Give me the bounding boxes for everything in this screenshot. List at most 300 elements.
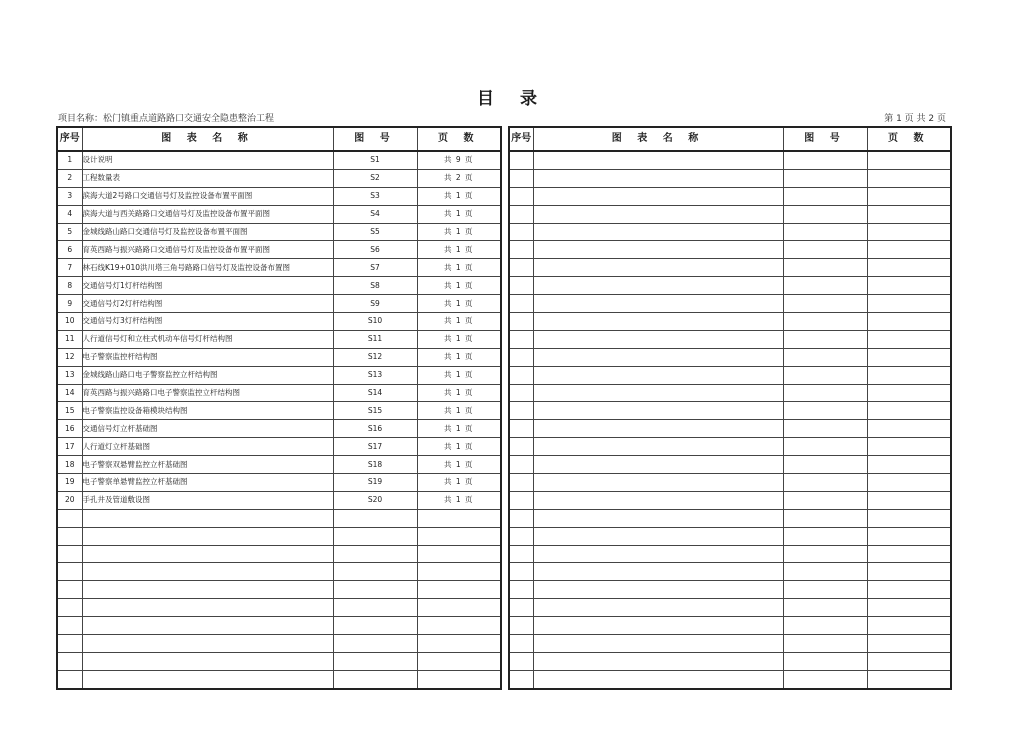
cell-code <box>783 635 867 653</box>
cell-name: 林石线K19+010洪川塔三角号路路口信号灯及监控设备布置图 <box>82 259 333 277</box>
cell-code <box>783 205 867 223</box>
cell-code <box>783 313 867 331</box>
table-row <box>57 491 501 509</box>
cell-name <box>533 670 783 688</box>
cell-no: 3 <box>57 187 82 205</box>
cell-code <box>783 617 867 635</box>
cell-code <box>783 509 867 527</box>
cell-no <box>57 581 82 599</box>
cell-no <box>509 527 533 545</box>
cell-name: 育英西路与振兴路路口电子警察监控立杆结构图 <box>82 384 333 402</box>
cell-code: S17 <box>333 438 417 456</box>
cell-name <box>533 384 783 402</box>
table-row <box>57 617 501 635</box>
cell-pages <box>417 652 501 670</box>
cell-name: 设计说明 <box>82 151 333 169</box>
cell-no: 2 <box>57 169 82 187</box>
cell-pages <box>417 545 501 563</box>
cell-no <box>509 402 533 420</box>
cell-code: S16 <box>333 420 417 438</box>
table-row-empty <box>509 402 951 420</box>
cell-no: 7 <box>57 259 82 277</box>
table-row <box>57 670 501 688</box>
cell-no: 18 <box>57 456 82 474</box>
cell-no <box>57 563 82 581</box>
cell-name <box>533 169 783 187</box>
cell-pages: 共 1 页 <box>417 384 501 402</box>
table-row-empty <box>509 241 951 259</box>
table-row <box>57 635 501 653</box>
cell-pages <box>867 581 951 599</box>
cell-pages: 共 1 页 <box>417 491 501 509</box>
cell-no <box>509 366 533 384</box>
table-row-empty <box>509 384 951 402</box>
cell-name <box>533 348 783 366</box>
cell-code <box>783 474 867 492</box>
table-row-empty <box>509 545 951 563</box>
cell-code: S15 <box>333 402 417 420</box>
cell-pages <box>867 348 951 366</box>
cell-pages <box>867 670 951 688</box>
cell-pages <box>867 545 951 563</box>
cell-name <box>533 187 783 205</box>
table-row <box>57 241 501 259</box>
cell-code <box>783 366 867 384</box>
cell-no <box>509 241 533 259</box>
cell-no: 15 <box>57 402 82 420</box>
cell-no <box>509 635 533 653</box>
cell-no <box>57 527 82 545</box>
cell-code <box>333 581 417 599</box>
cell-name <box>533 635 783 653</box>
cell-code: S13 <box>333 366 417 384</box>
cell-name: 交通信号灯1灯杆结构图 <box>82 277 333 295</box>
header-code: 图 号 <box>333 127 417 151</box>
cell-code <box>783 330 867 348</box>
cell-pages <box>867 295 951 313</box>
cell-pages <box>867 330 951 348</box>
cell-no: 4 <box>57 205 82 223</box>
cell-code: S12 <box>333 348 417 366</box>
table-row-empty <box>509 617 951 635</box>
cell-code <box>333 617 417 635</box>
cell-name: 人行道信号灯和立柱式机动车信号灯杆结构图 <box>82 330 333 348</box>
cell-pages <box>867 402 951 420</box>
cell-name: 交通信号灯3灯杆结构图 <box>82 313 333 331</box>
cell-no <box>509 545 533 563</box>
table-row <box>57 456 501 474</box>
cell-name <box>533 652 783 670</box>
cell-code: S10 <box>333 313 417 331</box>
cell-name <box>533 366 783 384</box>
header-pages: 页 数 <box>867 127 951 151</box>
table-row <box>57 277 501 295</box>
header-no: 序号 <box>57 127 82 151</box>
cell-pages: 共 1 页 <box>417 313 501 331</box>
cell-pages <box>417 599 501 617</box>
cell-no <box>509 169 533 187</box>
toc-table-right <box>508 126 952 690</box>
cell-no: 9 <box>57 295 82 313</box>
cell-no <box>509 187 533 205</box>
cell-code: S1 <box>333 151 417 169</box>
cell-no <box>509 223 533 241</box>
cell-no <box>57 599 82 617</box>
table-row-empty <box>509 581 951 599</box>
table-row-empty <box>509 169 951 187</box>
cell-no <box>509 205 533 223</box>
table-row <box>57 420 501 438</box>
cell-pages <box>417 635 501 653</box>
cell-name <box>82 617 333 635</box>
cell-name <box>533 313 783 331</box>
cell-no <box>509 652 533 670</box>
cell-name <box>533 402 783 420</box>
cell-pages: 共 2 页 <box>417 169 501 187</box>
cell-code: S7 <box>333 259 417 277</box>
cell-code: S6 <box>333 241 417 259</box>
project-name: 项目名称：松门镇重点道路路口交通安全隐患整治工程 <box>58 114 275 124</box>
cell-name: 电子警察双悬臂监控立杆基础图 <box>82 456 333 474</box>
table-row <box>57 581 501 599</box>
cell-code <box>333 527 417 545</box>
cell-no <box>509 420 533 438</box>
table-row-empty <box>509 259 951 277</box>
header-row <box>57 127 501 151</box>
cell-pages <box>867 366 951 384</box>
cell-pages: 共 1 页 <box>417 474 501 492</box>
cell-code <box>333 563 417 581</box>
cell-name: 电子警察监控杆结构图 <box>82 348 333 366</box>
cell-no: 17 <box>57 438 82 456</box>
table-row-empty <box>509 652 951 670</box>
cell-pages <box>867 617 951 635</box>
cell-pages: 共 1 页 <box>417 348 501 366</box>
cell-no <box>509 259 533 277</box>
cell-pages: 共 1 页 <box>417 330 501 348</box>
cell-code <box>783 527 867 545</box>
table-row <box>57 313 501 331</box>
table-row <box>57 384 501 402</box>
cell-pages <box>867 223 951 241</box>
table-row <box>57 545 501 563</box>
cell-no <box>509 438 533 456</box>
cell-name: 滨海大道2号路口交通信号灯及监控设备布置平面图 <box>82 187 333 205</box>
cell-name <box>82 527 333 545</box>
cell-pages <box>867 509 951 527</box>
cell-pages <box>867 652 951 670</box>
cell-name: 交通信号灯2灯杆结构图 <box>82 295 333 313</box>
cell-code <box>783 581 867 599</box>
cell-name <box>533 617 783 635</box>
cell-pages: 共 1 页 <box>417 456 501 474</box>
cell-name <box>82 509 333 527</box>
cell-name: 电子警察监控设备箱模块结构图 <box>82 402 333 420</box>
cell-no: 12 <box>57 348 82 366</box>
cell-code <box>783 223 867 241</box>
cell-code <box>783 169 867 187</box>
cell-pages <box>867 474 951 492</box>
cell-no <box>57 509 82 527</box>
cell-pages <box>867 259 951 277</box>
table-row <box>57 402 501 420</box>
cell-name <box>533 223 783 241</box>
cell-code <box>333 652 417 670</box>
cell-no <box>509 581 533 599</box>
cell-name <box>82 581 333 599</box>
cell-no: 1 <box>57 151 82 169</box>
cell-code: S19 <box>333 474 417 492</box>
cell-no <box>509 151 533 169</box>
table-row <box>57 474 501 492</box>
cell-name: 工程数量表 <box>82 169 333 187</box>
table-row-empty <box>509 348 951 366</box>
table-row <box>57 205 501 223</box>
cell-code: S3 <box>333 187 417 205</box>
cell-pages <box>867 599 951 617</box>
table-row <box>57 223 501 241</box>
cell-name: 滨海大道与西关路路口交通信号灯及监控设备布置平面图 <box>82 205 333 223</box>
cell-code <box>783 599 867 617</box>
table-row-empty <box>509 187 951 205</box>
table-row-empty <box>509 635 951 653</box>
cell-no <box>509 456 533 474</box>
cell-no: 6 <box>57 241 82 259</box>
table-row <box>57 438 501 456</box>
cell-no <box>57 652 82 670</box>
cell-pages: 共 9 页 <box>417 151 501 169</box>
cell-code <box>783 295 867 313</box>
cell-pages <box>417 581 501 599</box>
cell-name <box>533 509 783 527</box>
table-row <box>57 259 501 277</box>
cell-no: 20 <box>57 491 82 509</box>
cell-no: 5 <box>57 223 82 241</box>
cell-pages: 共 1 页 <box>417 259 501 277</box>
table-row-empty <box>509 599 951 617</box>
cell-code <box>333 670 417 688</box>
cell-pages <box>867 313 951 331</box>
cell-pages: 共 1 页 <box>417 402 501 420</box>
cell-code <box>783 491 867 509</box>
table-row-empty <box>509 366 951 384</box>
cell-no: 10 <box>57 313 82 331</box>
cell-pages <box>867 420 951 438</box>
cell-name <box>533 205 783 223</box>
cell-pages <box>867 277 951 295</box>
table-row <box>57 563 501 581</box>
cell-name <box>533 545 783 563</box>
table-row <box>57 187 501 205</box>
cell-no <box>57 545 82 563</box>
cell-name <box>82 545 333 563</box>
table-row <box>57 295 501 313</box>
table-row <box>57 366 501 384</box>
cell-pages: 共 1 页 <box>417 438 501 456</box>
cell-pages: 共 1 页 <box>417 241 501 259</box>
table-row-empty <box>509 205 951 223</box>
cell-code <box>783 241 867 259</box>
cell-code <box>783 438 867 456</box>
cell-no: 8 <box>57 277 82 295</box>
cell-pages <box>867 169 951 187</box>
cell-code: S4 <box>333 205 417 223</box>
cell-name: 金城线路山路口交通信号灯及监控设备布置平面图 <box>82 223 333 241</box>
cell-pages <box>867 241 951 259</box>
table-row-empty <box>509 277 951 295</box>
page-title: 目 录 <box>477 89 547 109</box>
cell-name <box>533 581 783 599</box>
cell-name <box>533 259 783 277</box>
page-count: 第 1 页 共 2 页 <box>884 114 946 124</box>
cell-name <box>533 438 783 456</box>
table-row <box>57 599 501 617</box>
cell-pages <box>417 670 501 688</box>
cell-code <box>783 151 867 169</box>
cell-code <box>333 635 417 653</box>
cell-no <box>57 617 82 635</box>
cell-code <box>783 670 867 688</box>
cell-name <box>533 330 783 348</box>
cell-name: 金城线路山路口电子警察监控立杆结构图 <box>82 366 333 384</box>
cell-name <box>533 474 783 492</box>
cell-code <box>783 545 867 563</box>
cell-pages <box>867 438 951 456</box>
cell-pages <box>867 563 951 581</box>
cell-code <box>783 348 867 366</box>
cell-name: 育英西路与振兴路路口交通信号灯及监控设备布置平面图 <box>82 241 333 259</box>
table-row-empty <box>509 313 951 331</box>
cell-pages <box>417 563 501 581</box>
cell-code: S9 <box>333 295 417 313</box>
cell-code <box>783 402 867 420</box>
cell-pages: 共 1 页 <box>417 295 501 313</box>
table-row-empty <box>509 330 951 348</box>
cell-no: 16 <box>57 420 82 438</box>
cell-no: 14 <box>57 384 82 402</box>
cell-pages: 共 1 页 <box>417 366 501 384</box>
cell-code <box>333 599 417 617</box>
table-row-empty <box>509 509 951 527</box>
cell-no: 19 <box>57 474 82 492</box>
cell-no <box>509 277 533 295</box>
cell-code <box>783 420 867 438</box>
cell-name <box>82 652 333 670</box>
cell-name <box>533 527 783 545</box>
cell-code: S14 <box>333 384 417 402</box>
cell-code <box>333 545 417 563</box>
cell-code <box>783 187 867 205</box>
cell-code: S8 <box>333 277 417 295</box>
table-row-empty <box>509 223 951 241</box>
table-row-empty <box>509 527 951 545</box>
table-row <box>57 527 501 545</box>
cell-pages <box>867 491 951 509</box>
cell-name <box>82 635 333 653</box>
cell-no <box>57 635 82 653</box>
table-row-empty <box>509 474 951 492</box>
cell-pages: 共 1 页 <box>417 223 501 241</box>
cell-no <box>509 295 533 313</box>
table-row-empty <box>509 295 951 313</box>
cell-name <box>82 563 333 581</box>
cell-pages: 共 1 页 <box>417 205 501 223</box>
cell-code: S18 <box>333 456 417 474</box>
cell-no: 11 <box>57 330 82 348</box>
cell-pages <box>867 384 951 402</box>
cell-name: 交通信号灯立杆基础图 <box>82 420 333 438</box>
cell-pages: 共 1 页 <box>417 277 501 295</box>
cell-pages <box>417 509 501 527</box>
cell-no <box>509 563 533 581</box>
table-row-empty <box>509 563 951 581</box>
cell-code <box>333 509 417 527</box>
cell-pages: 共 1 页 <box>417 187 501 205</box>
cell-name: 手孔井及管道敷设图 <box>82 491 333 509</box>
cell-no <box>509 617 533 635</box>
cell-pages <box>417 527 501 545</box>
table-row <box>57 348 501 366</box>
header-no: 序号 <box>509 127 533 151</box>
cell-no <box>509 330 533 348</box>
cell-name <box>533 563 783 581</box>
cell-name <box>533 456 783 474</box>
cell-name <box>82 670 333 688</box>
header-pages: 页 数 <box>417 127 501 151</box>
cell-pages <box>867 456 951 474</box>
cell-name <box>82 599 333 617</box>
cell-code: S11 <box>333 330 417 348</box>
cell-name <box>533 241 783 259</box>
table-row-empty <box>509 456 951 474</box>
cell-no <box>509 313 533 331</box>
header-row <box>509 127 951 151</box>
toc-table-left <box>56 126 502 690</box>
cell-code <box>783 563 867 581</box>
table-row <box>57 169 501 187</box>
table-row <box>57 652 501 670</box>
cell-name: 电子警察单悬臂监控立杆基础图 <box>82 474 333 492</box>
cell-code <box>783 384 867 402</box>
cell-pages <box>867 205 951 223</box>
cell-name <box>533 151 783 169</box>
cell-code <box>783 259 867 277</box>
cell-no <box>509 474 533 492</box>
cell-pages <box>867 635 951 653</box>
cell-pages <box>867 187 951 205</box>
cell-name <box>533 599 783 617</box>
cell-name <box>533 295 783 313</box>
cell-code: S2 <box>333 169 417 187</box>
table-row-empty <box>509 438 951 456</box>
cell-no <box>509 599 533 617</box>
cell-code <box>783 277 867 295</box>
header-name: 图 表 名 称 <box>533 127 783 151</box>
table-row-empty <box>509 151 951 169</box>
cell-code <box>783 652 867 670</box>
cell-no <box>509 670 533 688</box>
cell-name <box>533 277 783 295</box>
cell-no: 13 <box>57 366 82 384</box>
header-code: 图 号 <box>783 127 867 151</box>
cell-name: 人行道灯立杆基础图 <box>82 438 333 456</box>
cell-name <box>533 491 783 509</box>
cell-code: S5 <box>333 223 417 241</box>
cell-pages <box>417 617 501 635</box>
cell-pages: 共 1 页 <box>417 420 501 438</box>
header-name: 图 表 名 称 <box>82 127 333 151</box>
table-row-empty <box>509 420 951 438</box>
